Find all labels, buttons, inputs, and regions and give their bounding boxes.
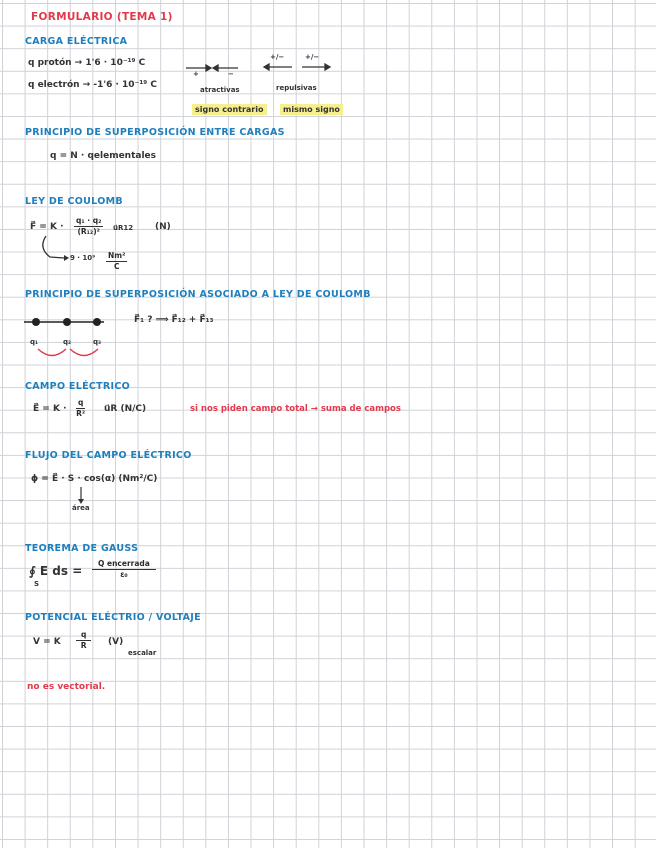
gauss-lhs: ∮ E ds = [29,564,83,578]
potencial-escalar: escalar [128,649,157,657]
repulsivas-label: repulsivas [276,84,317,92]
heading-teorema-gauss: TEOREMA DE GAUSS [25,543,139,554]
campo-denominator: R² [76,409,86,418]
electron-charge: q electrón → -1'6 · 10⁻¹⁹ C [28,80,157,90]
proton-charge: q protón → 1'6 · 10⁻¹⁹ C [28,58,146,68]
heading-ley-coulomb: LEY DE COULOMB [25,196,123,207]
potencial-numerator: q [76,630,91,641]
coulomb-unit-vector: u⃗R12 [113,224,134,232]
superposicion-formula: q = N · qelementales [50,151,157,161]
no-vectorial-note: no es vectorial. [27,682,106,692]
campo-lhs: E⃗ = K · [33,404,67,414]
coulomb-k-arrow [43,236,64,258]
charge-q1-label: q₁ [30,338,39,346]
coulomb-k-value: 9 · 10⁹ [70,254,96,262]
potencial-units: (V) [108,637,124,647]
flujo-formula: ϕ = E⃗ · S · cos(α) (Nm²/C) [31,474,158,484]
gauss-surface-subscript: S [34,580,40,588]
coulomb-numerator: q₁ · q₂ [76,216,102,225]
charge-q1-dot [32,318,40,326]
heading-campo-electrico: CAMPO ELÉCTRICO [25,381,131,392]
heading-potencial-electrico: POTENCIAL ELÉCTRIO / VOLTAJE [25,612,201,623]
coulomb-k-den: C [113,262,120,271]
plus-minus-1: +/− [270,53,285,61]
heading-superposicion-coulomb: PRINCIPIO DE SUPERPOSICIÓN ASOCIADO A LEY DE COULOMB [25,289,371,300]
coulomb-k-num: Nm² [108,251,126,260]
gauss-denominator: ε₀ [120,570,128,579]
coulomb-lhs: F⃗ = K · [30,222,64,232]
minus-sign: − [228,70,234,78]
campo-numerator: q [78,398,84,407]
signo-contrario-highlight: signo contrario [192,104,267,115]
repulsivas-arrows [264,64,330,70]
plus-minus-2: +/− [305,53,320,61]
potencial-denominator: R [80,641,87,650]
atractivas-arrows [186,65,238,71]
campo-rhs: u⃗R (N/C) [104,404,147,414]
interaction-arc-12 [38,349,66,356]
potencial-lhs: V = K [33,637,61,647]
charge-q2-dot [63,318,71,326]
coulomb-k-arrowhead [64,255,69,261]
campo-total-note: si nos piden campo total → suma de campos [190,404,401,414]
charge-q3-label: q₃ [93,338,102,346]
plus-sign: + [193,70,199,78]
interaction-arc-23 [70,349,98,356]
gauss-numerator: Q encerrada [92,559,156,570]
superposicion-coulomb-formula: F⃗₁ ? ⟹ F⃗₁₂ + F⃗₁₃ [134,315,214,325]
heading-flujo-campo: FLUJO DEL CAMPO ELÉCTRICO [25,450,192,461]
atractivas-label: atractivas [200,86,240,94]
mismo-signo-highlight: mismo signo [280,104,343,115]
charge-q3-dot [93,318,101,326]
flujo-area-label: área [72,504,90,512]
page-title: FORMULARIO (TEMA 1) [31,11,173,23]
charge-q2-label: q₂ [63,338,72,346]
coulomb-units: (N) [155,222,171,232]
coulomb-denominator: (R₁₂)² [77,227,100,236]
heading-superposicion-cargas: PRINCIPIO DE SUPERPOSICIÓN ENTRE CARGAS [25,127,285,138]
area-pointer-head [78,499,84,504]
heading-carga-electrica: CARGA ELÉCTRICA [25,36,128,47]
